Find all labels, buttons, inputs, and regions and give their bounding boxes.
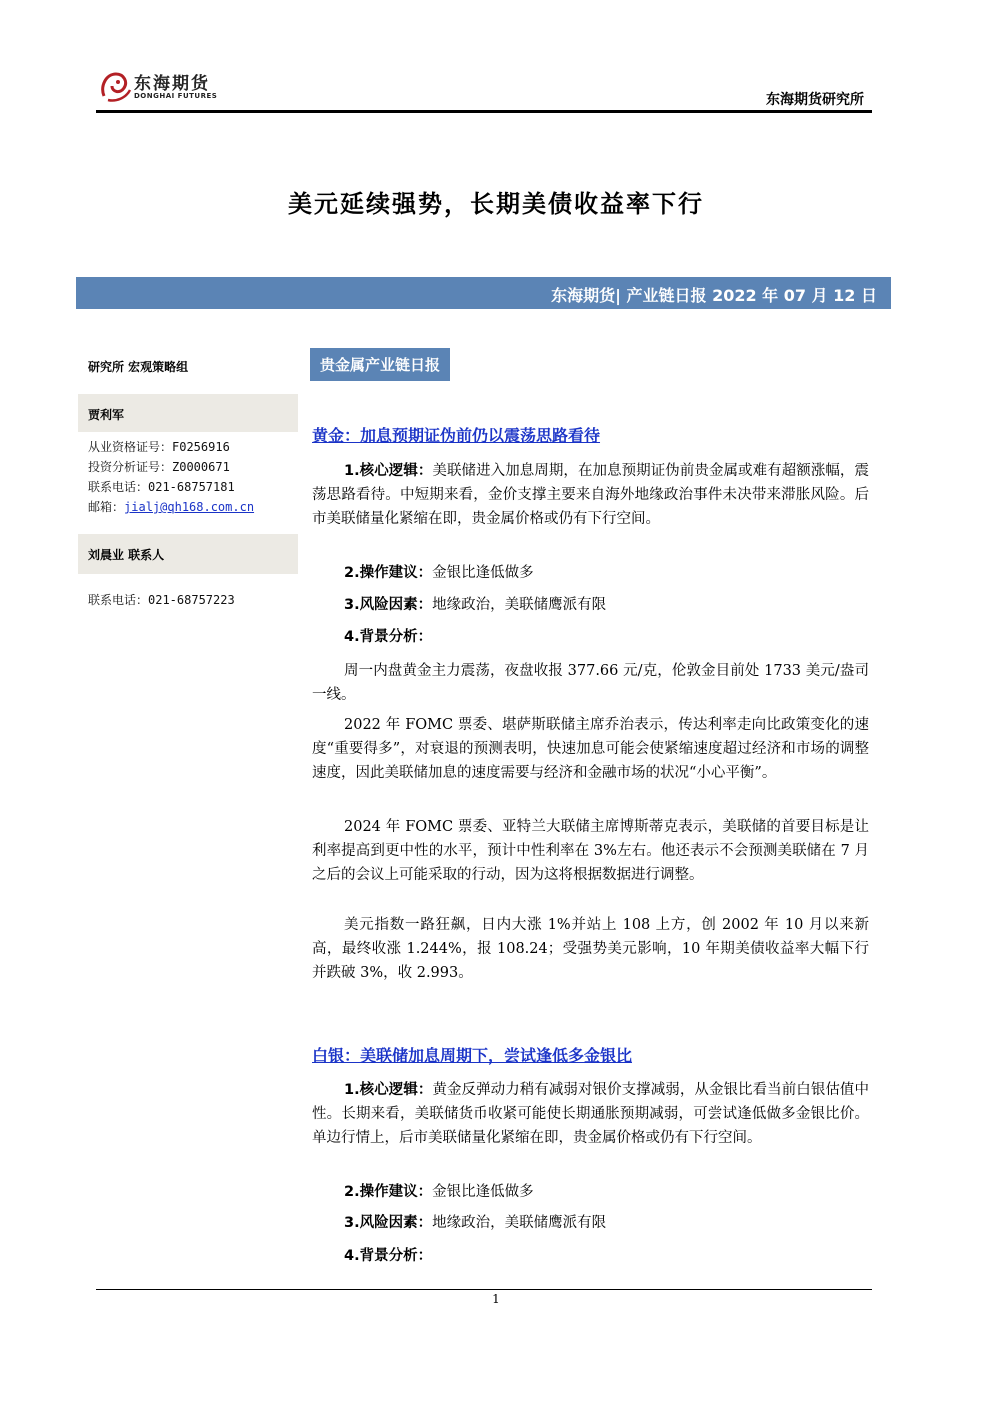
gold-heading-link[interactable]: 黄金：加息预期证伪前仍以震荡思路看待	[312, 426, 601, 445]
sidebar-analyst2-block	[78, 534, 298, 574]
silver-advice-label: 2.操作建议：	[344, 1184, 433, 1200]
gold-background-p3: 2024 年 FOMC 票委、亚特兰大联储主席博斯蒂克表示，美联储的首要目标是让利率提高到更中性的水平，预计中性利率在 3%左右。他还表示不会预测美联储在 7 月之后的会议上可能采取的行动，因为这将根据数据进行调整。	[312, 819, 869, 883]
analyst1-qualification: 从业资格证号：F0256916	[88, 440, 230, 454]
silver-risk-label: 3.风险因素：	[344, 1215, 433, 1231]
analyst1-phone: 联系电话：021-68757181	[88, 480, 235, 494]
gold-background-p4: 美元指数一路狂飙，日内大涨 1%并站上 108 上方，创 2002 年 10 月以来新高，最终收涨 1.244%，报 108.24；受强势美元影响，10 年期美债收益率大幅下行并跌破 3%，收 2.993。	[312, 917, 869, 981]
header-org-name: 东海期货研究所	[766, 92, 864, 108]
report-band	[76, 277, 891, 309]
analyst1-invest-cert: 投资分析证号：Z0000671	[88, 460, 230, 474]
page-number: 1	[492, 1292, 500, 1306]
document-title: 美元延续强势，长期美债收益率下行	[288, 189, 704, 218]
analyst1-email-row	[88, 497, 254, 517]
silver-risk-text: 地缘政治，美联储鹰派有限	[432, 1215, 607, 1231]
gold-logic-text: 美联储进入加息周期，在加息预期证伪前贵金属或难有超额涨幅，震荡思路看待。中短期来看，金价支撑主要来自海外地缘政治事件未决带来滞胀风险。后市美联储量化紧缩在即，贵金属价格或仍有下行空间。	[312, 463, 869, 527]
silver-advice-text: 金银比逢低做多	[432, 1184, 534, 1200]
header-divider	[96, 110, 872, 113]
logo-text-en: DONGHAI FUTURES	[134, 92, 218, 100]
gold-advice-label: 2.操作建议：	[344, 565, 433, 581]
email-label: 邮箱：	[88, 500, 125, 514]
silver-risk	[344, 1211, 606, 1235]
sidebar-dept: 研究所 宏观策略组	[88, 360, 189, 374]
gold-background-label	[344, 625, 432, 649]
section-tag: 贵金属产业链日报	[310, 348, 450, 381]
silver-advice	[344, 1180, 534, 1204]
analyst1-name: 贾利军	[88, 408, 125, 422]
report-band-text: 东海期货| 产业链日报 2022 年 07 月 12 日	[551, 286, 877, 305]
sidebar-analyst1-block	[78, 394, 298, 432]
silver-heading-link[interactable]: 白银：美联储加息周期下，尝试逢低多金银比	[312, 1046, 633, 1065]
logo-text-cn: 东海期货	[134, 74, 210, 94]
gold-advice	[344, 561, 534, 585]
silver-background-label	[344, 1244, 432, 1268]
analyst2-name: 刘晨业 联系人	[88, 548, 165, 562]
gold-background-p2: 2022 年 FOMC 票委、堪萨斯联储主席乔治表示，传达利率走向比政策变化的速度“重要得多”，对衰退的预测表明，快速加息可能会使紧缩速度超过经济和市场的调整速度，因此美联储加息的速度需要与经济和金融市场的状况“小心平衡”。	[312, 717, 869, 781]
gold-risk-label: 3.风险因素：	[344, 597, 433, 613]
silver-core-logic	[312, 1078, 869, 1150]
silver-bg-label: 4.背景分析：	[344, 1248, 433, 1264]
footer-divider	[96, 1289, 872, 1290]
silver-logic-text: 黄金反弹动力稍有减弱对银价支撑减弱，从金银比看当前白银估值中性。长期来看，美联储货币收紧可能使长期通胀预期减弱，可尝试逢低做多金银比价。单边行情上，后市美联储量化紧缩在即，贵金属价格或仍有下行空间。	[312, 1082, 869, 1146]
gold-background-p1: 周一内盘黄金主力震荡，夜盘收报 377.66 元/克，伦敦金目前处 1733 美元/盎司一线。	[312, 663, 869, 703]
analyst2-phone: 联系电话：021-68757223	[88, 593, 235, 607]
gold-logic-label: 1.核心逻辑：	[344, 463, 433, 479]
gold-risk-text: 地缘政治，美联储鹰派有限	[432, 597, 607, 613]
analyst1-contact	[88, 437, 254, 517]
gold-core-logic	[312, 459, 869, 531]
gold-advice-text: 金银比逢低做多	[432, 565, 534, 581]
silver-logic-label: 1.核心逻辑：	[344, 1082, 433, 1098]
analyst1-email-link[interactable]: jialj@qh168.com.cn	[124, 500, 255, 514]
gold-risk	[344, 593, 606, 617]
gold-bg-label: 4.背景分析：	[344, 629, 433, 645]
